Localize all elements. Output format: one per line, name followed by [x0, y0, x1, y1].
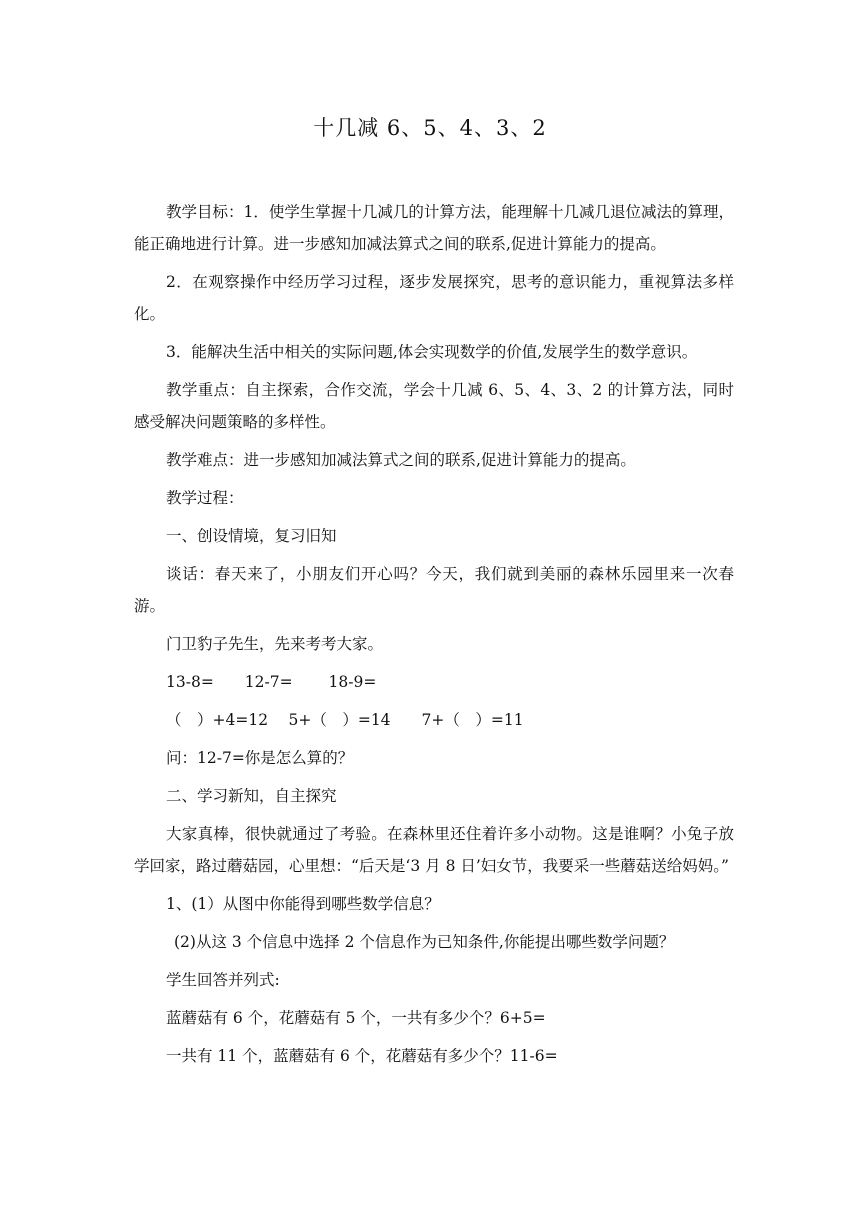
section-heading-1: 一、创设情境，复习旧知	[166, 527, 337, 545]
paragraph-task-2: (2)从这 3 个信息中选择 2 个信息作为已知条件,你能提出哪些数学问题？	[174, 933, 675, 951]
paragraph-objective-2: 2．在观察操作中经历学习过程，逐步发展探究，思考的意识能力，重视算法多样化。	[134, 273, 734, 323]
paragraph-story: 大家真棒，很快就通过了考验。在森林里还住着许多小动物。这是谁啊？小兔子放学回家，路过蘑菇园，心里想：“后天是‘3 月 8 日’妇女节，我要采一些蘑菇送给妈妈。”	[134, 825, 734, 875]
exercise-row-1: 13-8= 12-7= 18-9=	[166, 673, 377, 691]
document-body	[134, 196, 734, 1072]
paragraph-students-answer: 学生回答并列式:	[166, 971, 280, 989]
section-heading-2: 二、学习新知，自主探究	[166, 787, 337, 805]
paragraph-objective-3: 3．能解决生活中相关的实际问题,体会实现数学的价值,发展学生的数学意识。	[166, 343, 698, 361]
paragraph-talk: 谈话：春天来了，小朋友们开心吗？今天，我们就到美丽的森林乐园里来一次春游。	[134, 565, 734, 615]
paragraph-process-heading: 教学过程：	[166, 489, 244, 507]
paragraph-equation-1: 蓝蘑菇有 6 个，花蘑菇有 5 个，一共有多少个？6+5=	[166, 1009, 546, 1027]
paragraph-question: 问：12-7=你是怎么算的？	[166, 749, 354, 767]
paragraph-equation-2: 一共有 11 个，蓝蘑菇有 6 个，花蘑菇有多少个？11-6=	[166, 1047, 558, 1065]
paragraph-leopard: 门卫豹子先生，先来考考大家。	[166, 635, 384, 653]
paragraph-key-point: 教学重点：自主探索，合作交流，学会十几减 6、5、4、3、2 的计算方法，同时感受解决问题策略的多样性。	[134, 381, 734, 431]
paragraph-difficulty: 教学难点：进一步感知加减法算式之间的联系,促进计算能力的提高。	[166, 451, 636, 469]
paragraph-task-1: 1、(1）从图中你能得到哪些数学信息？	[166, 895, 440, 913]
paragraph-objective-1: 教学目标：1．使学生掌握十几减几的计算方法，能理解十几减几退位减法的算理，能正确地进行计算。进一步感知加减法算式之间的联系,促进计算能力的提高。	[134, 203, 734, 253]
document-title: 十几减 6、5、4、3、2	[313, 116, 547, 140]
exercise-row-2: （ ）+4=12 5+（ ）=14 7+（ ）=11	[166, 711, 524, 729]
